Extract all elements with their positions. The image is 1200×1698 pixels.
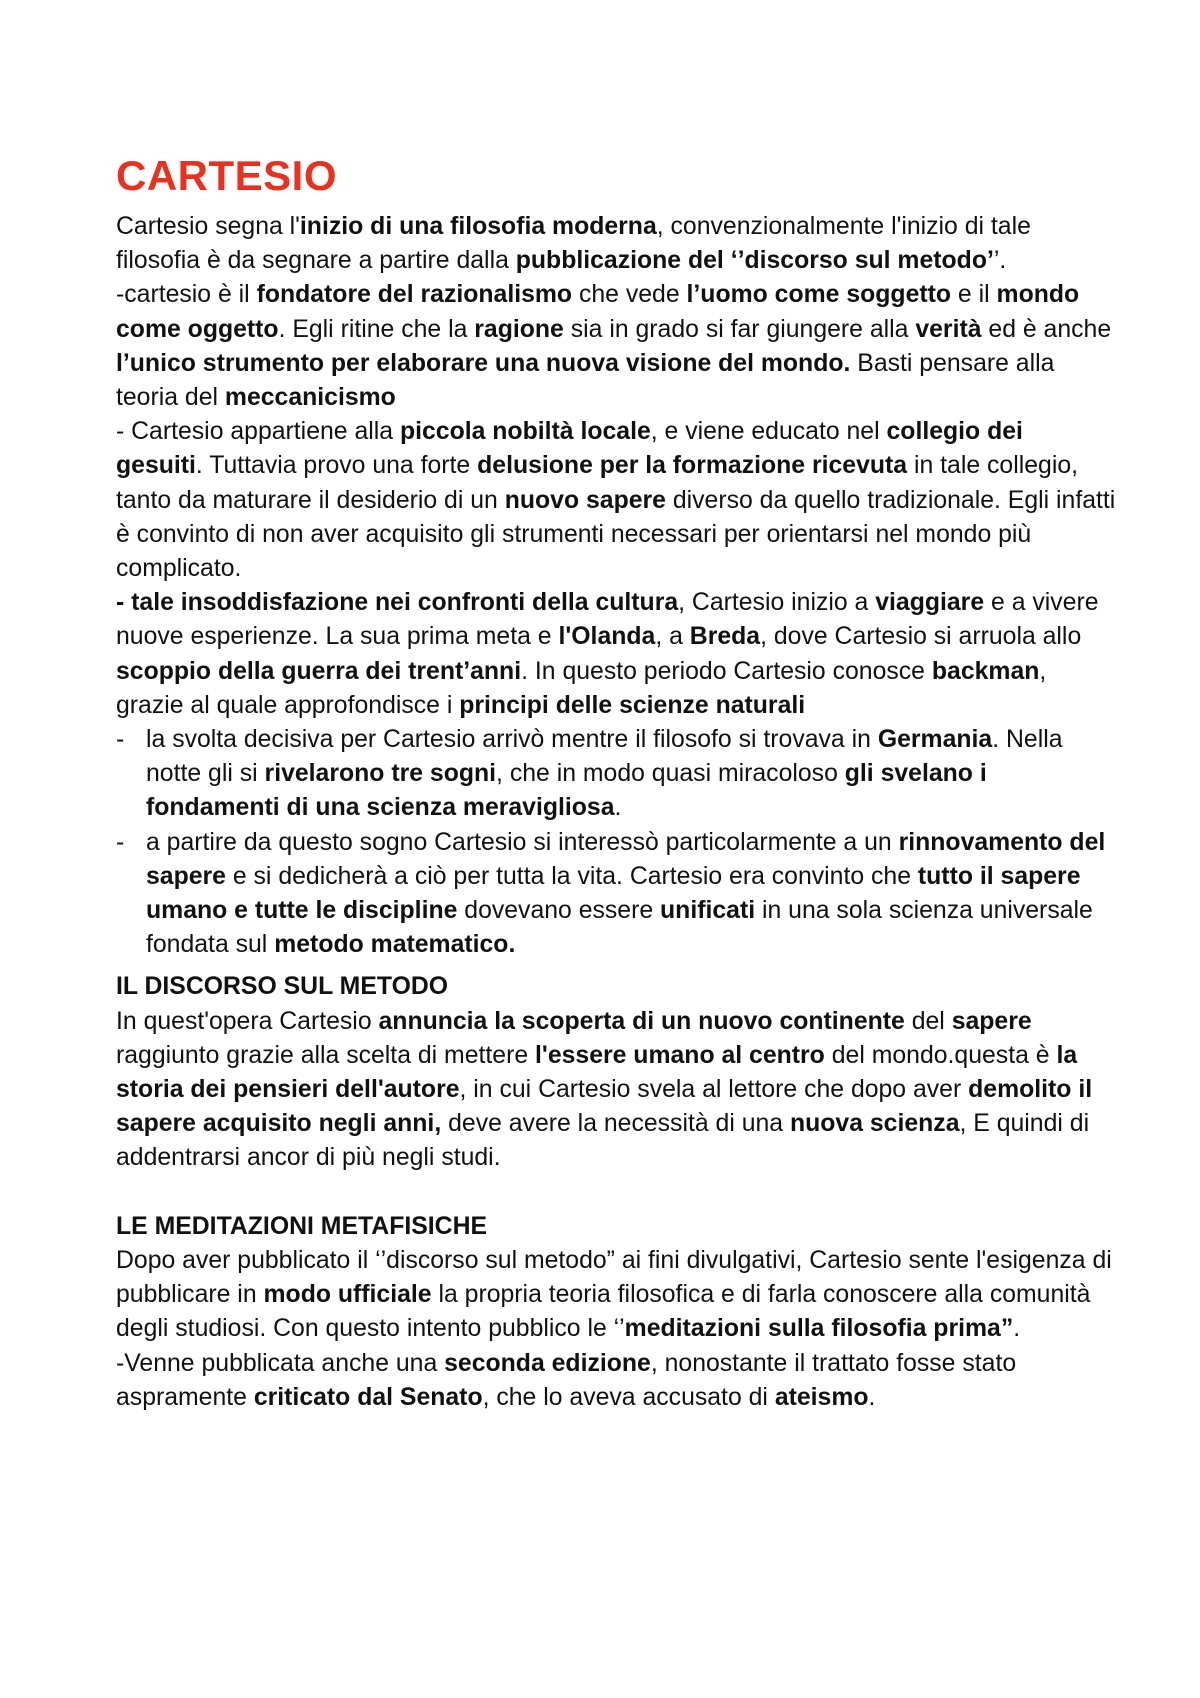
bold-text-segment: tutto il sapere umano e tutte le discipline [146,862,1081,925]
text-segment: in tale collegio, tanto da maturare il desiderio di un [116,452,1079,514]
bold-text-segment: viaggiare [875,589,985,617]
text-segment: e si dedicherà a ciò per tutta la vita. Cartesio era convinto che [225,862,918,890]
text-segment: raggiunto grazie alla scelta di mettere [116,1041,536,1069]
list-item-text [146,726,1063,821]
bold-text-segment: pubblicazione del ‘’discorso sul metodo’ [515,247,994,275]
bold-text-segment: modo ufficiale [263,1281,432,1309]
text-segment: , nonostante il trattato fosse stato aspramente [116,1349,1017,1411]
text-segment: diverso da quello tradizionale. Egli infatti è convinto di non aver acquisito gli strumenti necessari per orientarsi nel mondo più complicato. [116,486,1116,583]
text-segment: e a vivere nuove esperienze. La sua prima meta e [116,589,1099,651]
bold-text-segment: demolito il sapere acquisito negli anni, [116,1076,1093,1138]
bold-text-segment: ragione [474,315,564,343]
bold-text-segment: l’unico strumento per elaborare una nuova visione del mondo. [116,349,851,377]
text-segment: , a [655,623,690,651]
bold-text-segment: unificati [660,897,756,925]
viaggi-paragraph [116,586,1116,723]
bold-text-segment: backman [931,657,1040,685]
text-segment: ’. [993,247,1007,275]
text-segment: sia in grado si far giungere alla [563,315,916,343]
text-segment: . [1013,1315,1021,1343]
text-segment: -Venne pubblicata anche una [116,1349,445,1377]
bold-text-segment: - tale insoddisfazione nei confronti della cultura [116,589,679,617]
bold-text-segment: annuncia la scoperta di un nuovo continente [378,1007,905,1035]
meditazioni-paragraph [116,1244,1116,1347]
bold-text-segment: gli svelano i fondamenti di una scienza meravigliosa [146,760,987,822]
bold-text-segment: mondo come oggetto [116,281,1080,343]
bold-text-segment: meditazioni sulla filosofia prima” [624,1315,1014,1343]
bold-text-segment: Breda [689,623,761,651]
list-item [116,826,1116,963]
text-segment: . Nella notte gli si [146,726,1063,788]
list-item [116,723,1116,826]
bold-text-segment: verità [915,315,982,343]
bold-text-segment: Germania [877,726,993,754]
text-segment: la propria teoria filosofica e di farla conoscere alla comunità degli studiosi. Con questo intento pubblico le ‘’ [116,1281,1091,1343]
sogni-list [116,723,1116,962]
list-item-text [146,829,1105,959]
section-heading-discorso: IL DISCORSO SUL METODO [116,973,449,1001]
bold-text-segment: sapere [951,1007,1032,1035]
text-segment: , Cartesio inizio a [678,589,876,617]
bold-text-segment: rinnovamento del sapere [146,828,1106,890]
text-segment: a partire da questo sogno Cartesio si interessò particolarmente a un [146,828,899,856]
text-segment: , che lo aveva accusato di [482,1383,775,1411]
text-segment: ed è anche [981,315,1112,343]
bold-text-segment: l’uomo come soggetto [686,281,952,309]
bold-text-segment: principi delle scienze naturali [459,691,806,719]
text-segment: e il [951,281,997,309]
nobilta-paragraph [116,415,1116,586]
bold-text-segment: metodo matematico. [274,931,516,959]
bold-text-segment: l'essere umano al centro [535,1041,825,1069]
text-segment: In quest'opera Cartesio [116,1007,379,1035]
bold-text-segment: scoppio della guerra dei trent’anni [116,657,522,685]
text-segment: . In questo periodo Cartesio conosce [521,657,932,685]
document-page [116,150,1116,1415]
bold-text-segment: criticato dal Senato [253,1383,483,1411]
text-segment: del [904,1007,952,1035]
text-segment: che vede [572,281,687,309]
text-segment: deve avere la necessità di una [441,1110,790,1138]
bold-text-segment: l'Olanda [558,623,656,651]
text-segment: . Tuttavia provo una forte [195,452,478,480]
list-dash: - [116,828,125,856]
seconda-edizione-paragraph [116,1347,1116,1415]
discorso-paragraph [116,1005,1116,1176]
text-segment: del mondo.questa è [824,1041,1057,1069]
text-segment: , convenzionalmente l'inizio di tale filosofia è da segnare a partire dalla [116,213,1031,275]
text-segment: , grazie al quale approfondisce i [116,657,1047,719]
text-segment: , E quindi di addentrarsi ancor di più negli studi. [116,1110,1090,1172]
bold-text-segment: seconda edizione [444,1349,651,1377]
text-segment: in una sola scienza universale fondata sul [146,897,1093,959]
text-segment: , in cui Cartesio svela al lettore che dopo aver [459,1076,969,1104]
text-segment: . Egli ritine che la [278,315,475,343]
bold-text-segment: fondatore del razionalismo [256,281,573,309]
bold-text-segment: la storia dei pensieri dell'autore [116,1041,1078,1104]
text-segment: dovevano essere [457,897,661,925]
bold-text-segment: piccola nobiltà locale [399,418,651,446]
text-segment: , e viene educato nel [650,418,887,446]
bold-text-segment: inizio di una filosofia moderna [299,213,657,240]
razionalismo-paragraph [116,278,1116,415]
text-segment: Cartesio segna l' [116,213,300,240]
text-segment: -cartesio è il [116,281,257,309]
text-segment: Dopo aver pubblicato il ‘’discorso sul metodo” ai fini divulgativi, Cartesio sente l'esigenza di pubblicare in [116,1246,1112,1309]
bold-text-segment: rivelarono tre sogni [264,760,497,788]
intro-paragraph [116,210,1116,278]
text-segment: la svolta decisiva per Cartesio arrivò mentre il filosofo si trovava in [146,726,878,754]
text-segment: , che in modo quasi miracoloso [496,760,845,788]
bold-text-segment: ateismo [774,1383,869,1411]
text-segment: . [868,1383,876,1411]
bold-text-segment: collegio dei gesuiti [116,418,1023,480]
text-segment: , dove Cartesio si arruola allo [760,623,1082,651]
bold-text-segment: delusione per la formazione ricevuta [477,452,908,480]
document-title: CARTESIO [116,152,338,199]
text-segment: . [614,794,622,822]
text-segment: - Cartesio appartiene alla [116,418,400,446]
bold-text-segment: nuova scienza [789,1110,960,1138]
text-segment: Basti pensare alla teoria del [116,349,1055,412]
list-dash: - [116,726,125,754]
bold-text-segment: nuovo sapere [504,486,666,514]
section-heading-meditazioni: LE MEDITAZIONI METAFISICHE [116,1212,488,1240]
bold-text-segment: meccanicismo [224,384,396,412]
